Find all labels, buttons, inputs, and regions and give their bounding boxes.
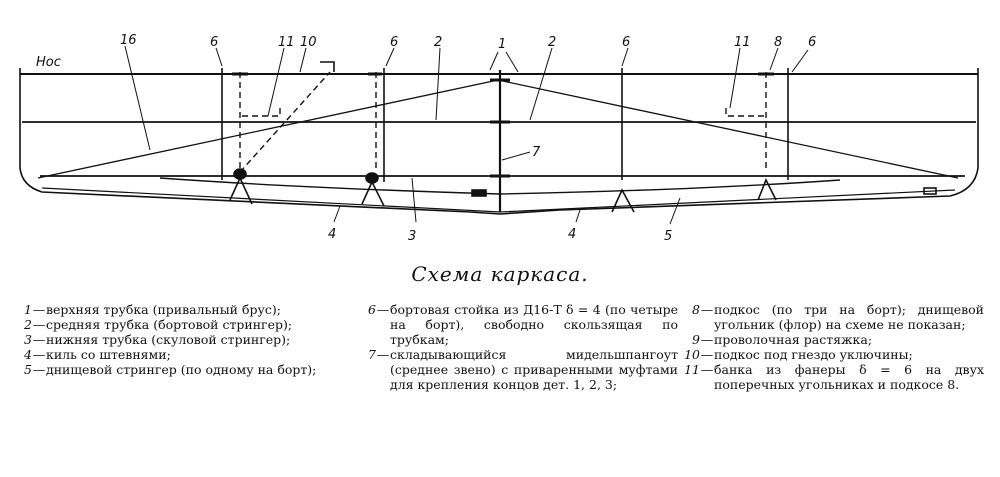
callout-4: 4	[568, 227, 577, 242]
callout-8: 8	[774, 35, 783, 50]
callout-10: 10	[300, 35, 317, 50]
legend-item: 2 — средняя трубка (бортовой стрингер);	[24, 317, 293, 332]
diagram-caption: Схема каркаса.	[411, 262, 589, 286]
bow-label: Нос	[36, 55, 61, 70]
callout-6: 6	[622, 35, 631, 50]
wire-brace-left	[38, 80, 498, 178]
legend-item: 10 — подкос под гнездо уключины;	[684, 347, 913, 362]
legend-item: 9 — проволочная растяжка;	[692, 332, 873, 347]
callout-7: 7	[532, 145, 541, 160]
callout-16: 16	[120, 33, 137, 48]
wire-brace-right	[498, 80, 958, 178]
callout-11: 11	[734, 35, 751, 50]
callout-4: 4	[328, 227, 337, 242]
callout-6: 6	[390, 35, 399, 50]
callout-2: 2	[548, 35, 557, 50]
bench-left	[242, 106, 280, 116]
callout-6: 6	[808, 35, 817, 50]
legend-item: 4 — киль со штевнями;	[24, 347, 171, 362]
legend-item: 5 — днищевой стрингер (по одному на борт);	[24, 362, 317, 377]
callout-1: 1	[498, 37, 507, 52]
legend-item: 8 — подкос (по три на борт); днищевой угольник (флор) на схеме не показан;	[692, 302, 984, 332]
legend-column-1	[16, 302, 334, 377]
legend-item: 7 — складывающийся мидельшпангоут (среднее звено) с приваренными муфтами для крепления концов дет. 1, 2, 3;	[368, 347, 678, 392]
callout-5: 5	[664, 229, 673, 244]
bench-right	[726, 108, 766, 116]
callout-11: 11	[278, 35, 295, 50]
legend-item: 6 — бортовая стойка из Д16-Т δ = 4 (по четыре на борт), свободно скользящая по трубкам;	[368, 302, 678, 347]
legend-column-2	[360, 302, 678, 392]
callout-3: 3	[408, 229, 417, 244]
legend-item: 1 — верхняя трубка (привальный брус);	[24, 302, 281, 317]
legend-item: 11 — банка из фанеры δ = 6 на двух поперечных угольниках и подкосе 8.	[684, 362, 984, 392]
callout-2: 2	[434, 35, 443, 50]
legend-column-3	[684, 302, 984, 392]
legend-item: 3 — нижняя трубка (скуловой стрингер);	[24, 332, 291, 347]
callout-6: 6	[210, 35, 219, 50]
